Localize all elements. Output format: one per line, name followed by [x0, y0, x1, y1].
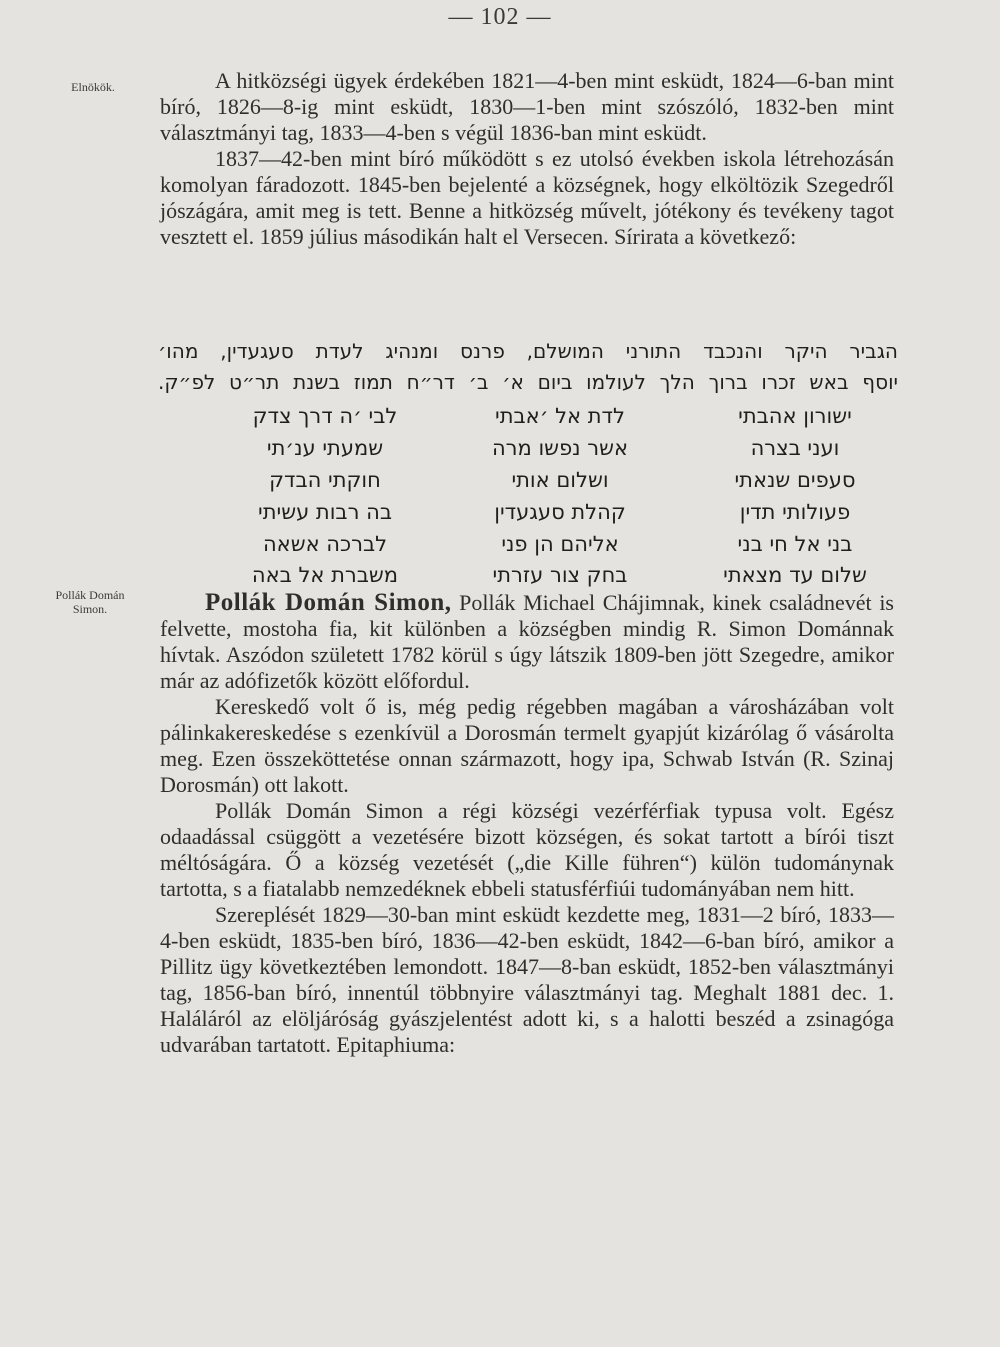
text-block-pollak: [160, 590, 894, 1058]
margin-note-pollak-line1: Pollák Domán: [55, 588, 125, 602]
hebrew-verse-cell: לברכה אשאה: [262, 532, 388, 556]
hebrew-verse-cell: בה רבות עשיתי: [258, 500, 392, 524]
text-block-elnokok: [160, 68, 894, 250]
hebrew-verse-cell: חוקתי הבדק: [269, 468, 381, 492]
hebrew-verse-cell: לבי ׳ה דרך צדק: [252, 404, 398, 428]
hebrew-verse-cell: משברת אל באה: [251, 563, 399, 587]
hebrew-verse-row: [220, 404, 900, 434]
hebrew-verse-cell: בחק צור עזרתי: [492, 563, 628, 587]
hebrew-inscription-line: הגביר היקר והנכבד התורני המושלם, פרנס ומנהיג לעדת סעגעדין, מהו׳: [158, 339, 898, 363]
hebrew-verse-row: [220, 468, 900, 498]
person-name-heading: Pollák Domán Simon,: [205, 589, 452, 616]
hebrew-verse-cell: ועני בצרה: [750, 436, 840, 460]
hebrew-verse-cell: פעולותי תדין: [739, 500, 851, 524]
paragraph: Kereskedő volt ő is, még pedig régebben magában a városházában volt pálinkakereskedése s ezenkívül a Dorosmán termelt gyapjút kizárólag ő vásárolta meg. Ezen összeköttetése onnan származott, hogy ipa, Schwab István (R. Szinaj Dorosmán) ott lakott.: [160, 694, 894, 797]
hebrew-verse-row: [220, 436, 900, 466]
margin-note-pollak-line2: Simon.: [72, 602, 108, 616]
paragraph: [160, 590, 894, 694]
hebrew-verse-cell: קהלת סעגעדין: [494, 500, 626, 524]
hebrew-verse-cell: ישורון אהבתי: [738, 404, 852, 428]
paragraph: 1837—42-ben mint bíró működött s ez utolsó években iskola létrehozásán komolyan fáradozott. 1845-ben bejelenté a községnek, hogy elköltözik Szegedről jószágára, amit meg is tett. Benne a hitközség művelt, jótékony és tevékeny tagot vesztett el. 1859 július másodikán halt el Versecen. Sírirata a következő:: [160, 146, 894, 249]
hebrew-verse-cell: סעפים שנאתי: [734, 468, 856, 492]
paragraph: Szereplését 1829—30-ban mint esküdt kezdette meg, 1831—2 bíró, 1833—4-ben esküdt, 1835-ben bíró, 1836—42-ben esküdt, 1842—6-ban bíró, amikor a Pillitz ügy következtében lemondott. 1847—8-ban esküdt, 1852-ben választmányi tag, 1856-ban bíró, innentúl többnyire választmányi tag. Meghalt 1881 dec. 1. Haláláról az elöljáróság gyászjelentést adott ki, s a halotti beszéd a zsinagóga udvarában tartatott. Epitaphiuma:: [160, 902, 894, 1057]
hebrew-verse-cell: שמעתי ענ׳תי: [266, 436, 384, 460]
hebrew-verse-cell: בני אל חי בני: [737, 532, 853, 556]
paragraph: Pollák Domán Simon a régi községi vezérférfiak typusa volt. Egész odaadással csüggött a vezetésére bizott községen, és sokat tartott a bírói tiszt méltóságára. Ő a község vezetését („die Kille führen“) külön tudománynak tartotta, s a fiatalabb nemzedéknek ebbeli statusférfiúi tudományában nem hitt.: [160, 798, 894, 901]
margin-note-pollak: [40, 588, 140, 616]
hebrew-verse-cell: שלום עד מצאתי: [723, 563, 867, 587]
page-number: — 102 —: [448, 4, 552, 30]
hebrew-verse-cell: ושלום אותי: [511, 468, 609, 492]
hebrew-verse-cell: אשר נפשו מרה: [491, 436, 629, 460]
hebrew-verse-cell: לדת אל ׳אבתי: [495, 404, 625, 428]
hebrew-verse-row: [220, 500, 900, 530]
paragraph: A hitközségi ügyek érdekében 1821—4-ben mint esküdt, 1824—6-ban mint bíró, 1826—8-ig mint esküdt, 1830—1-ben mint szószóló, 1832-ben mint választmányi tag, 1833—4-ben s végül 1836-ban mint esküdt.: [160, 68, 894, 145]
hebrew-verse-cell: אליהם הן פני: [501, 532, 619, 556]
margin-note-elnokok: Elnökök.: [71, 80, 115, 94]
paragraph-text: Pollák Michael Chájimnak, kinek családnevét is felvette, mostoha fia, kit különben a községben mindig R. Simon Dománnak hívtak. Aszódon született 1782 körül s úgy látszik 1809-ben jött Szegedre, amikor már az adófizetők között előfordul.: [160, 590, 894, 693]
hebrew-inscription-line: יוסף באש זכרו ברוך הלך לעולמו ביום א׳ ב׳ דר״ח תמוז בשנת תר״ט לפ״ק.: [158, 370, 898, 394]
hebrew-verse-row: [220, 532, 900, 562]
